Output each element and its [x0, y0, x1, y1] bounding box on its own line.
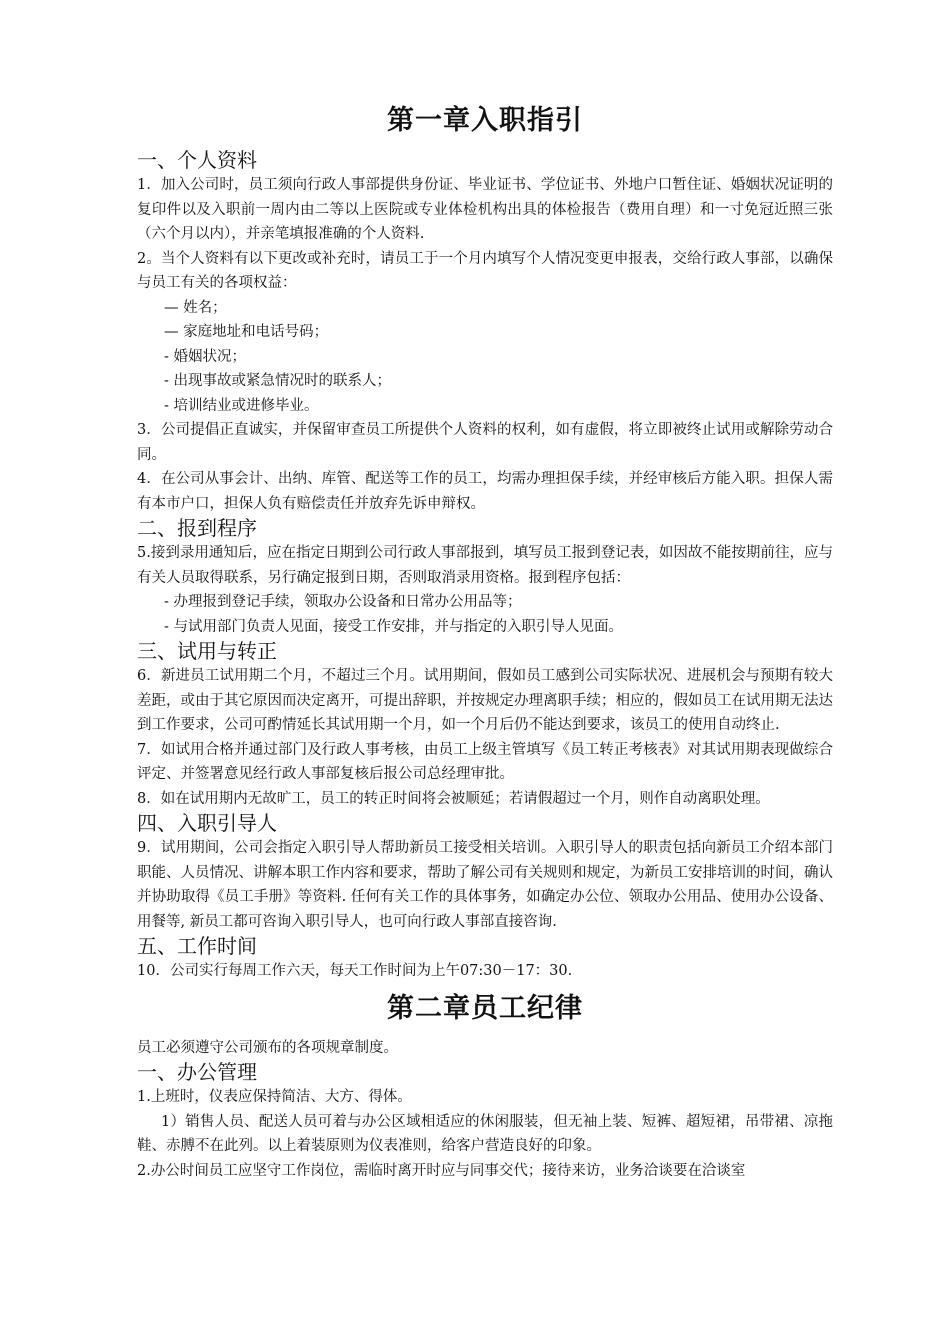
paragraph-2: 2。当个人资料有以下更改或补充时，请员工于一个月内填写个人情况变更申报表，交给行政人事部，以确保与员工有关的各项权益： [137, 250, 833, 291]
section-onboarding-guide-title: 四、入职引导人 [137, 811, 277, 835]
chapter-2-title: 第二章员工纪律 [387, 992, 583, 1024]
list-item: - 办理报到登记手续，领取办公设备和日常办公用品等； [164, 594, 522, 610]
list-item: - 出现事故或紧急情况时的联系人； [164, 373, 392, 389]
paragraph-10: 10．公司实行每周工作六天，每天工作时间为上午07:30－17：30. [137, 963, 573, 979]
list-item: — 家庭地址和电话号码； [164, 324, 329, 340]
section-report-procedure-title: 二、报到程序 [137, 516, 257, 540]
paragraph-1: 1．加入公司时，员工须向行政人事部提供身份证、毕业证书、学位证书、外地户口暂住证、婚姻状况证明的复印件以及入职前一周内由二等以上医院或专业体检机构出具的体检报告（费用自理）和一寸免冠近照三张（六个月以内），并亲笔填报准确的个人资料. [137, 177, 833, 242]
paragraph-4: 4．在公司从事会计、出纳、库管、配送等工作的员工，均需办理担保手续，并经审核后方能入职。担保人需有本市户口，担保人负有赔偿责任并放弃先诉申辩权。 [137, 471, 833, 512]
list-item: - 培训结业或进修毕业。 [164, 397, 319, 414]
paragraph-8: 8．如在试用期内无故旷工，员工的转正时间将会被顺延；若请假超过一个月，则作自动离职处理。 [137, 790, 770, 807]
paragraph-9: 9．试用期间，公司会指定入职引导人帮助新员工接受相关培训。入职引导人的职责包括向新员工介绍本部门职能、人员情况、讲解本职工作内容和要求，帮助了解公司有关规则和规定，为新员工安排培训的时间，确认并协助取得《员工手册》等资料. 任何有关工作的具体事务，如确定办公位、领取办公用品、使用办公设备、用餐等, 新员工都可咨询入职引导人，也可向行政人事部直接咨询. [137, 840, 833, 930]
list-item: - 与试用部门负责人见面，接受工作安排，并与指定的入职引导人见面。 [164, 618, 624, 635]
list-item: — 姓名； [164, 299, 227, 316]
section-personal-info-title: 一、个人资料 [137, 148, 257, 172]
paragraph-6: 6．新进员工试用期二个月，不超过三个月。试用期间，假如员工感到公司实际状况、进展机会与预期有较大差距，或由于其它原因而决定离开，可提出辞职，并按规定办理离职手续；相应的，假如员工在试用期无法达到工作要求，公司可酌情延长其试用期一个月，如一个月后仍不能达到要求，该员工的使用自动终止. [137, 668, 833, 733]
section-work-hours-title: 五、工作时间 [137, 934, 257, 958]
section-office-management-title: 一、办公管理 [137, 1060, 257, 1084]
paragraph-office-1-sub: 1）销售人员、配送人员可着与办公区域相适应的休闲服装，但无袖上装、短裤、超短裙，吊带裙、凉拖鞋、赤膊不在此列。以上着装原则为仪表准则，给客户营造良好的印象。 [137, 1113, 833, 1154]
paragraph-office-2: 2.办公时间员工应坚守工作岗位，需临时离开时应与同事交代；接待来访，业务洽谈要在洽谈室 [137, 1162, 746, 1179]
document-page [137, 100, 833, 1183]
section-probation-title: 三、试用与转正 [137, 639, 277, 663]
list-item: - 婚姻状况； [164, 348, 247, 365]
chapter-1-title: 第一章入职指引 [387, 105, 583, 136]
paragraph-7: 7．如试用合格并通过部门及行政人事考核，由员工上级主管填写《员工转正考核表》对其试用期表现做综合评定、并签署意见经行政人事部复核后报公司总经理审批。 [137, 741, 833, 782]
paragraph-3: 3．公司提倡正直诚实，并保留审查员工所提供个人资料的权利，如有虚假，将立即被终止试用或解除劳动合同。 [137, 422, 833, 463]
paragraph-office-1: 1.上班时，仪表应保持简洁、大方、得体。 [137, 1089, 412, 1105]
paragraph-5: 5.接到录用通知后，应在指定日期到公司行政人事部报到，填写员工报到登记表，如因故不能按期前往，应与有关人员取得联系，另行确定报到日期，否则取消录用资格。报到程序包括： [137, 545, 833, 586]
chapter-2-intro: 员工必须遵守公司颁布的各项规章制度。 [137, 1039, 398, 1056]
